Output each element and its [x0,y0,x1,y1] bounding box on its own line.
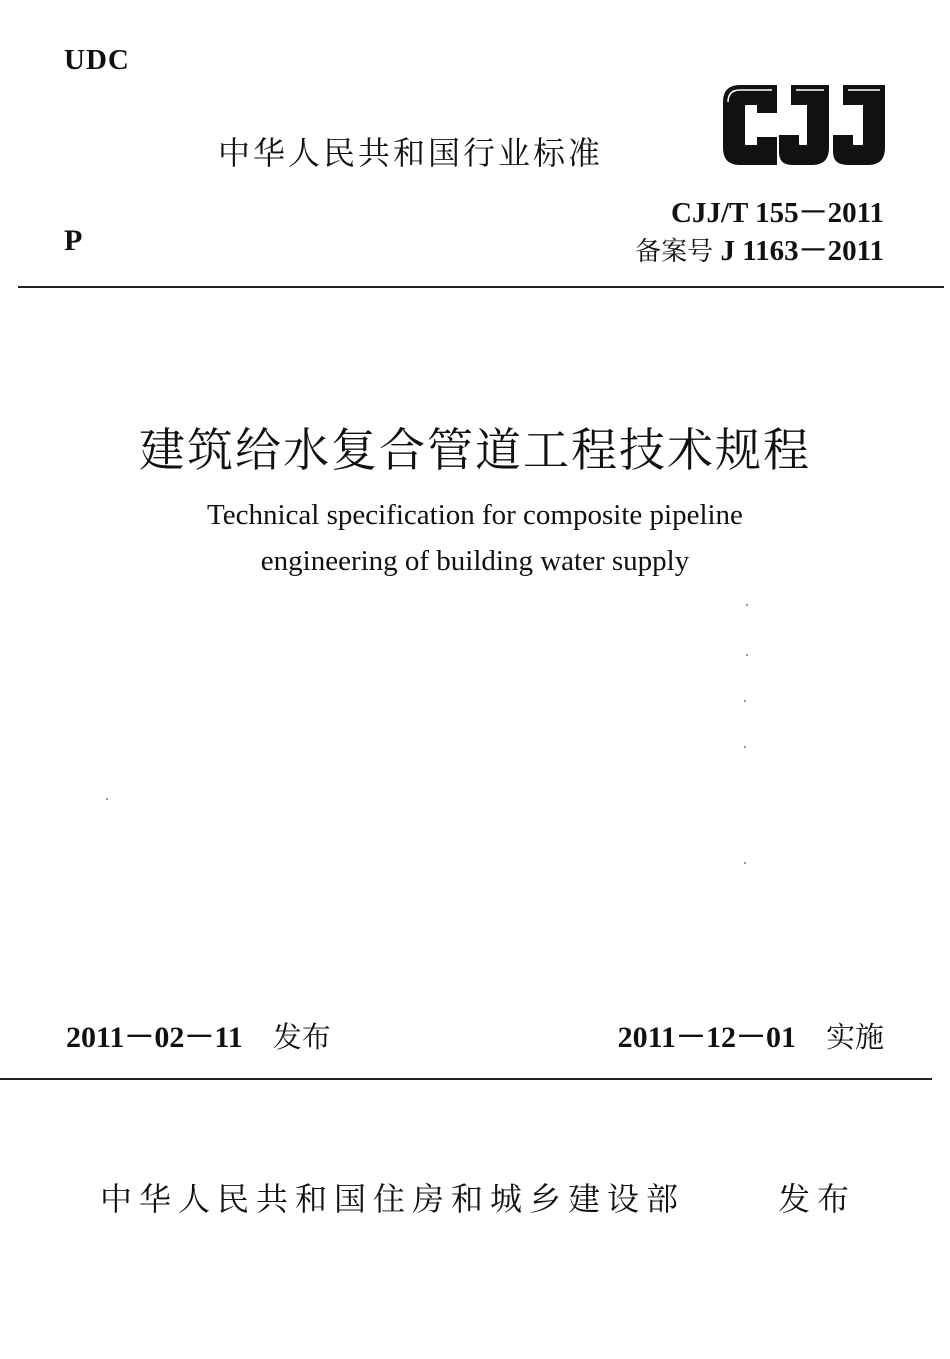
effective-label: 实施 [825,1020,884,1054]
effective-date-line [618,1012,884,1056]
scan-speck [744,700,746,702]
scan-speck [744,746,746,748]
scan-speck [746,654,748,656]
top-divider [18,286,944,288]
udc-label: UDC [64,44,130,76]
english-title-line-2: engineering of building water supply [260,545,690,577]
issue-date-line [66,1012,331,1056]
record-label: 备案号 [635,237,714,267]
standard-number: CJJ/T 155－2011 [671,197,884,229]
scan-speck [106,798,108,800]
effective-date: 2011－12－01 [617,1021,796,1054]
english-title-line-1: Technical specification for composite pipeline [207,499,743,531]
english-title [0,492,950,584]
scan-speck [746,604,748,606]
bottom-divider [0,1078,932,1080]
record-number: J 1163－2011 [720,235,884,267]
chinese-title: 建筑给水复合管道工程技术规程 [139,423,811,477]
record-number-line [635,232,884,271]
issue-label: 发布 [272,1020,331,1054]
standard-type-heading: 中华人民共和国行业标准 [218,134,604,172]
issuing-label: 发布 [778,1180,857,1218]
issue-date: 2011－02－11 [66,1021,243,1054]
classification-letter: P [64,224,83,257]
cjj-logo [718,82,890,168]
scan-speck [744,862,746,864]
standard-codes [635,194,884,271]
issuing-authority: 中华人民共和国住房和城乡建设部 [100,1180,686,1218]
